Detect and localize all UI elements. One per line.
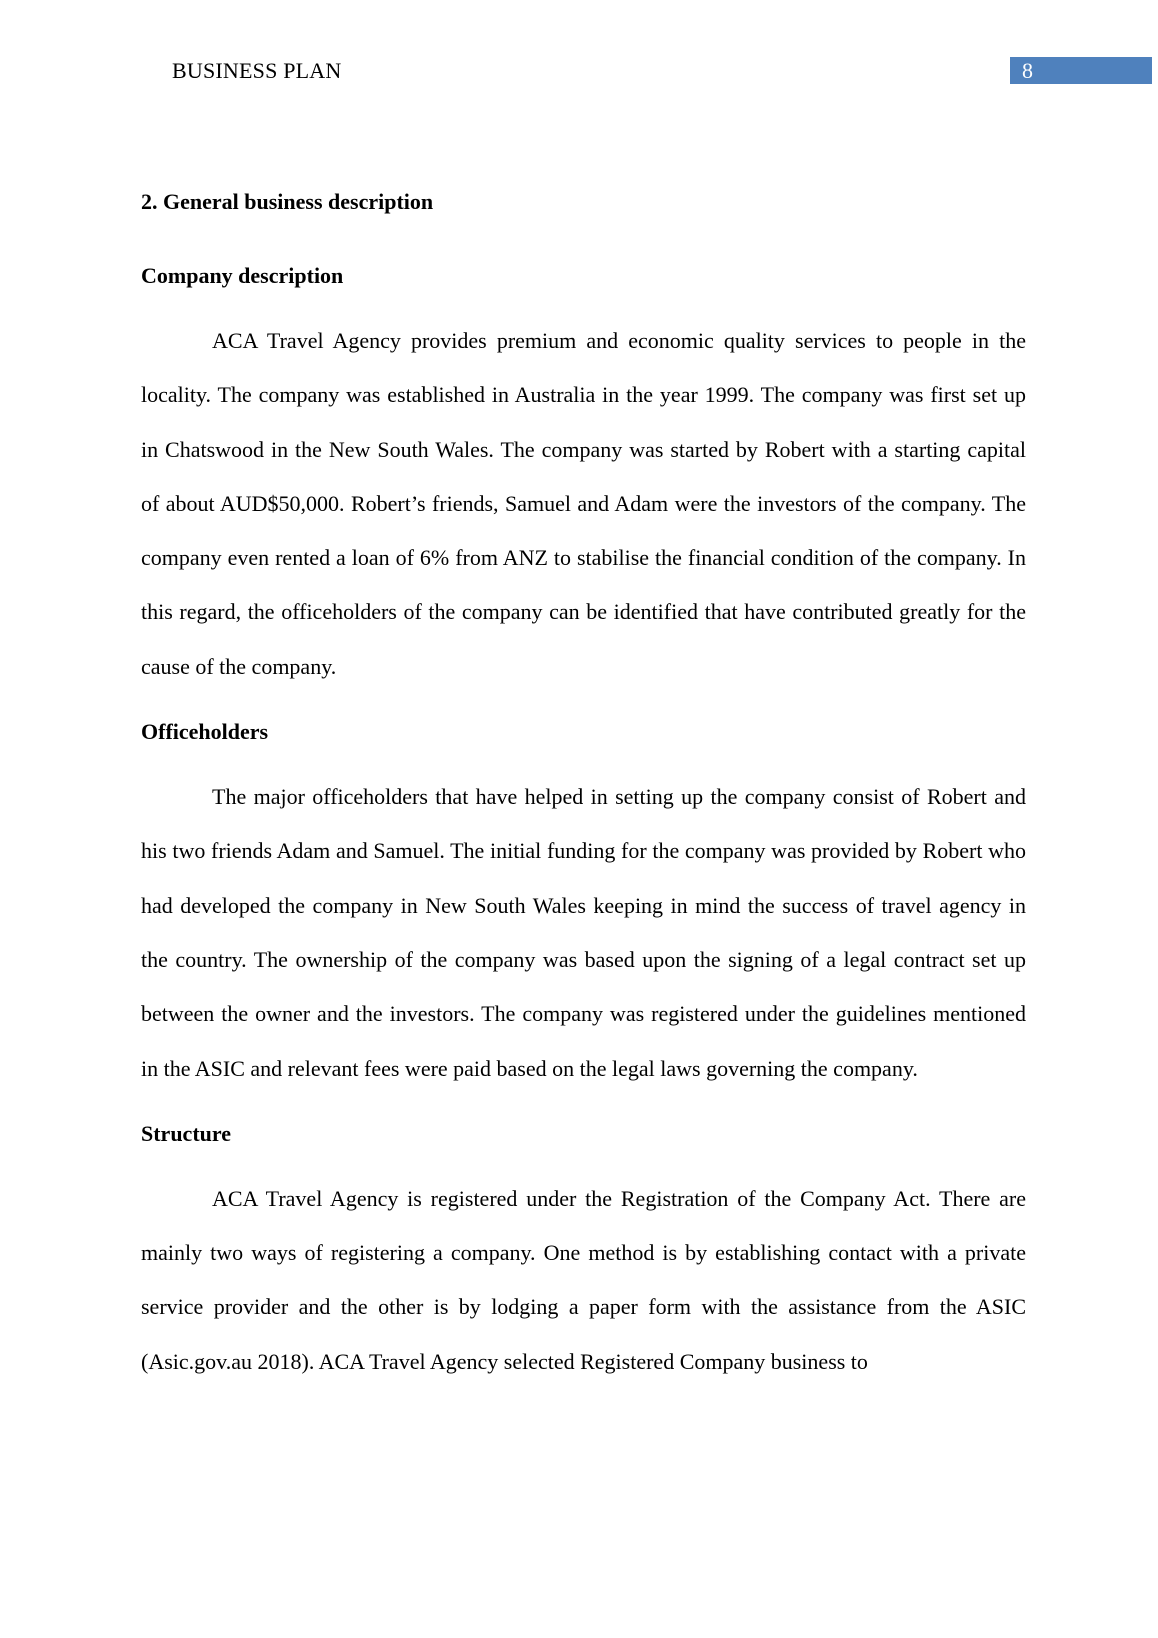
paragraph-company-description: ACA Travel Agency provides premium and economic quality services to people in the locality. The company was established in Australia in the year 1999. The company was first set up in Chatswood in the New South Wales. The company was started by Robert with a starting capital of about AUD$50,000. Robert’s friends, Samuel and Adam were the investors of the company. The company even rented a loan of 6% from ANZ to stabilise the financial condition of the company. In this regard, the officeholders of the company can be identified that have contributed greatly for the cause of the company. bbox=[141, 328, 1026, 679]
section-heading: 2. General business description bbox=[141, 189, 434, 214]
page-number-badge bbox=[1010, 57, 1152, 84]
paragraph-structure: ACA Travel Agency is registered under the Registration of the Company Act. There are mainly two ways of registering a company. One method is by establishing contact with a private service provider and the other is by lodging a paper form with the assistance from the ASIC (Asic.gov.au 2018). ACA Travel Agency selected Registered Company business to bbox=[141, 1185, 1026, 1374]
subsection-heading-company-description: Company description bbox=[141, 263, 344, 288]
document-body bbox=[141, 186, 1026, 1389]
paragraph-officeholders: The major officeholders that have helped in setting up the company consist of Robert and his two friends Adam and Samuel. The initial funding for the company was provided by Robert who had developed the company in New South Wales keeping in mind the success of travel agency in the country. The ownership of the company was based upon the signing of a legal contract set up between the owner and the investors. The company was registered under the guidelines mentioned in the ASIC and relevant fees were paid based on the legal laws governing the company. bbox=[141, 784, 1026, 1081]
page-number: 8 bbox=[1022, 58, 1033, 83]
subsection-heading-structure: Structure bbox=[141, 1120, 232, 1146]
subsection-heading-officeholders: Officeholders bbox=[141, 719, 269, 745]
running-header-title: BUSINESS PLAN bbox=[172, 58, 342, 83]
